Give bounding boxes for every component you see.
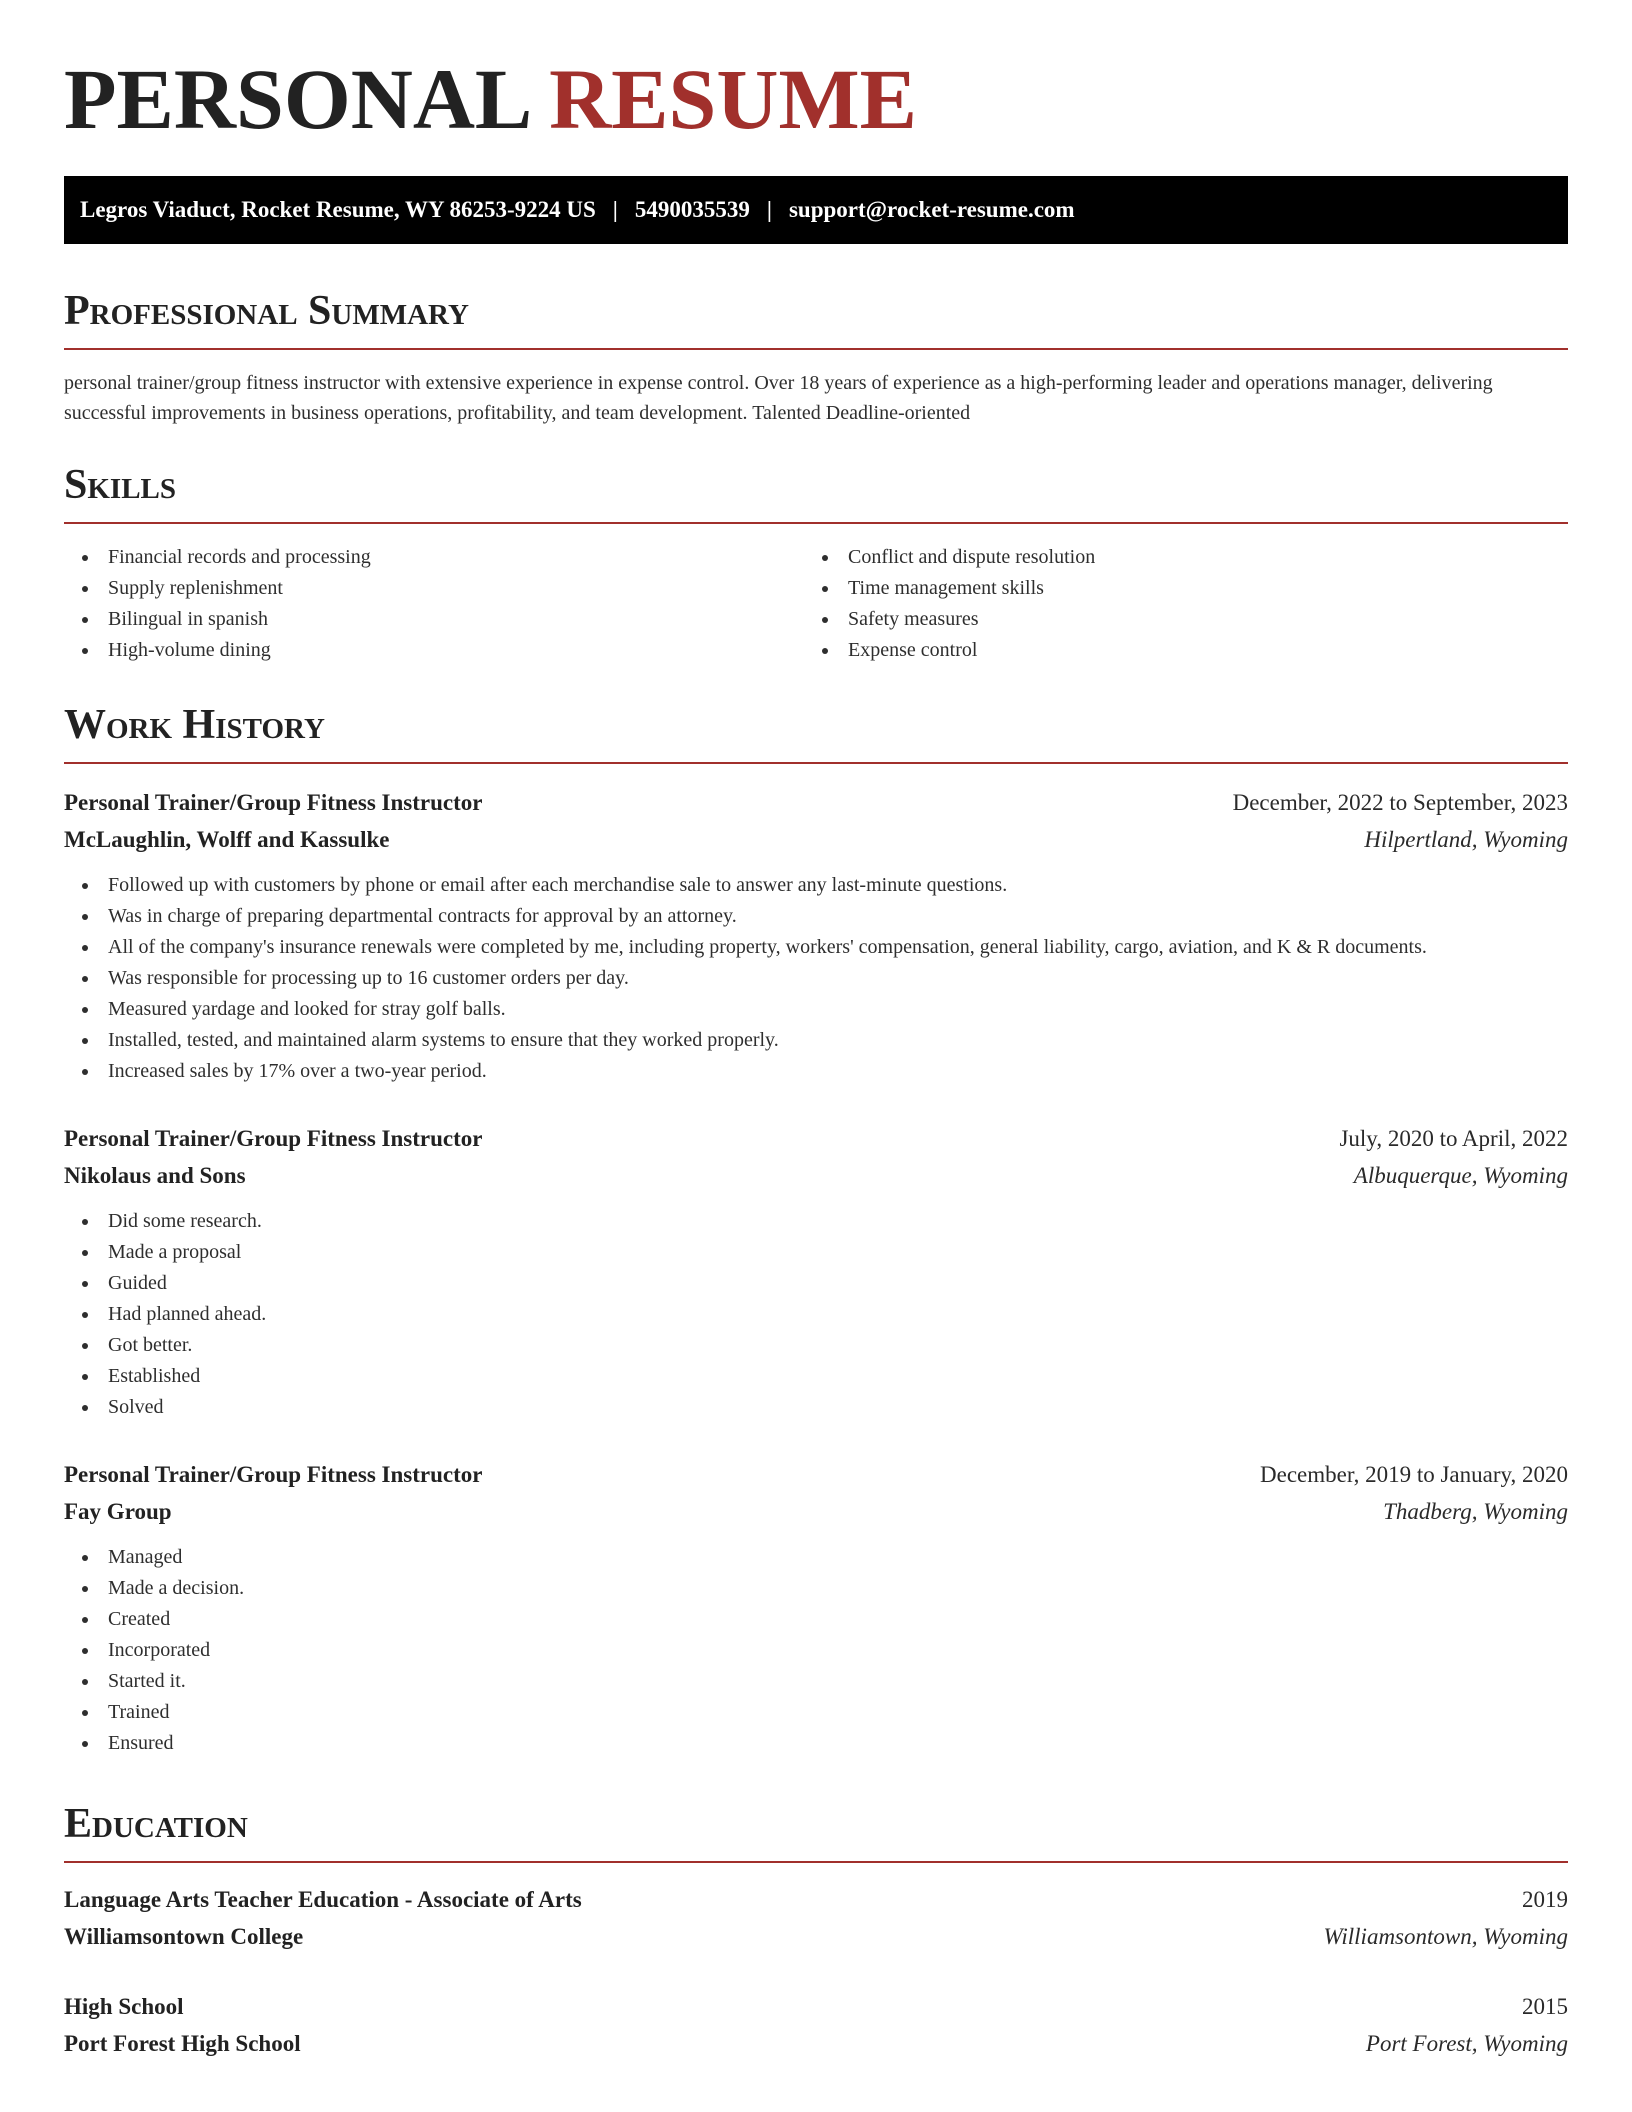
job-bullet: Had planned ahead. — [64, 1299, 1568, 1330]
job-dates: December, 2022 to September, 2023 — [1232, 790, 1568, 815]
job-bullet: All of the company's insurance renewals were completed by me, including property, workers' compensation, general liability, cargo, aviation, and K & R documents. — [64, 932, 1568, 963]
skill-item: Financial records and processing — [64, 542, 804, 573]
summary-text: personal trainer/group fitness instructor with extensive experience in expense control. Over 18 years of experience as a high-performing leader and operations manager, delivering successful improvements in business operations, profitability, and team development. Talented Deadline-oriented — [64, 372, 1493, 424]
job-location: Thadberg, Wyoming — [1383, 1499, 1568, 1524]
skills-heading: Skills — [64, 464, 1568, 524]
education-year: 2019 — [1522, 1887, 1568, 1912]
job-bullet: Did some research. — [64, 1206, 1568, 1237]
contact-address: Legros Viaduct, Rocket Resume, WY 86253-9224 US — [80, 197, 596, 222]
skill-item: Time management skills — [804, 573, 1544, 604]
education-entry — [64, 1988, 1568, 2062]
job-bullet: Solved — [64, 1392, 1568, 1423]
job-bullet: Was responsible for processing up to 16 customer orders per day. — [64, 963, 1568, 994]
job-bullet: Incorporated — [64, 1635, 1568, 1666]
education-entry — [64, 1881, 1568, 1955]
contact-bar — [64, 176, 1568, 244]
education-school: Port Forest High School — [64, 2031, 301, 2056]
contact-phone: 5490035539 — [634, 197, 750, 222]
summary-heading: Professional Summary — [64, 290, 1568, 350]
job-company: Nikolaus and Sons — [64, 1163, 246, 1188]
job-bullet: Measured yardage and looked for stray golf balls. — [64, 994, 1568, 1025]
job-bullets — [64, 870, 1568, 1087]
title-accent: RESUME — [549, 51, 917, 147]
title-main: PERSONAL — [64, 51, 528, 147]
job-bullet: Followed up with customers by phone or email after each merchandise sale to answer any last-minute questions. — [64, 870, 1568, 901]
education-school-row — [64, 2025, 1568, 2062]
job-entry — [64, 1120, 1568, 1423]
education-location: Williamsontown, Wyoming — [1323, 1924, 1568, 1949]
skill-item: Bilingual in spanish — [64, 604, 804, 635]
skill-item: High-volume dining — [64, 635, 804, 666]
job-company: McLaughlin, Wolff and Kassulke — [64, 827, 390, 852]
education-degree: Language Arts Teacher Education - Associate of Arts — [64, 1887, 582, 1912]
resume-title — [64, 51, 1568, 147]
job-bullet: Made a decision. — [64, 1573, 1568, 1604]
job-bullet: Was in charge of preparing departmental contracts for approval by an attorney. — [64, 901, 1568, 932]
job-header-row — [64, 1456, 1568, 1493]
education-heading: Education — [64, 1803, 1568, 1863]
skill-item: Expense control — [804, 635, 1544, 666]
job-header-row — [64, 1120, 1568, 1157]
job-bullet: Managed — [64, 1542, 1568, 1573]
job-bullet: Trained — [64, 1697, 1568, 1728]
skill-item: Safety measures — [804, 604, 1544, 635]
education-school-row — [64, 1918, 1568, 1955]
job-location: Hilpertland, Wyoming — [1364, 827, 1568, 852]
job-bullet: Established — [64, 1361, 1568, 1392]
job-company: Fay Group — [64, 1499, 172, 1524]
job-company-row — [64, 821, 1568, 858]
job-header-row — [64, 784, 1568, 821]
job-entry — [64, 784, 1568, 1087]
job-dates: July, 2020 to April, 2022 — [1339, 1126, 1568, 1151]
job-bullet: Guided — [64, 1268, 1568, 1299]
job-title: Personal Trainer/Group Fitness Instructor — [64, 1462, 483, 1487]
work-history-heading: Work History — [64, 704, 1568, 764]
job-bullet: Got better. — [64, 1330, 1568, 1361]
contact-email: support@rocket-resume.com — [788, 197, 1075, 222]
job-bullets — [64, 1542, 1568, 1759]
job-company-row — [64, 1493, 1568, 1530]
job-bullet: Ensured — [64, 1728, 1568, 1759]
job-bullet: Created — [64, 1604, 1568, 1635]
job-title: Personal Trainer/Group Fitness Instructor — [64, 1126, 483, 1151]
skills-list-right — [804, 542, 1544, 666]
skills-list-left — [64, 542, 804, 666]
job-entry — [64, 1456, 1568, 1759]
resume-page — [64, 0, 1568, 2062]
job-company-row — [64, 1157, 1568, 1194]
education-degree-row — [64, 1988, 1568, 2025]
job-title: Personal Trainer/Group Fitness Instructor — [64, 790, 483, 815]
education-degree: High School — [64, 1994, 184, 2019]
skill-item: Conflict and dispute resolution — [804, 542, 1544, 573]
job-dates: December, 2019 to January, 2020 — [1260, 1462, 1568, 1487]
job-bullet: Started it. — [64, 1666, 1568, 1697]
job-bullet: Made a proposal — [64, 1237, 1568, 1268]
job-bullet: Installed, tested, and maintained alarm systems to ensure that they worked properly. — [64, 1025, 1568, 1056]
job-bullet: Increased sales by 17% over a two-year period. — [64, 1056, 1568, 1087]
contact-separator: | — [766, 197, 772, 222]
education-location: Port Forest, Wyoming — [1365, 2031, 1568, 2056]
education-school: Williamsontown College — [64, 1924, 304, 1949]
education-year: 2015 — [1522, 1994, 1568, 2019]
job-location: Albuquerque, Wyoming — [1353, 1163, 1568, 1188]
contact-separator: | — [612, 197, 618, 222]
job-bullets — [64, 1206, 1568, 1423]
skills-grid — [64, 542, 1568, 666]
education-degree-row — [64, 1881, 1568, 1918]
skill-item: Supply replenishment — [64, 573, 804, 604]
